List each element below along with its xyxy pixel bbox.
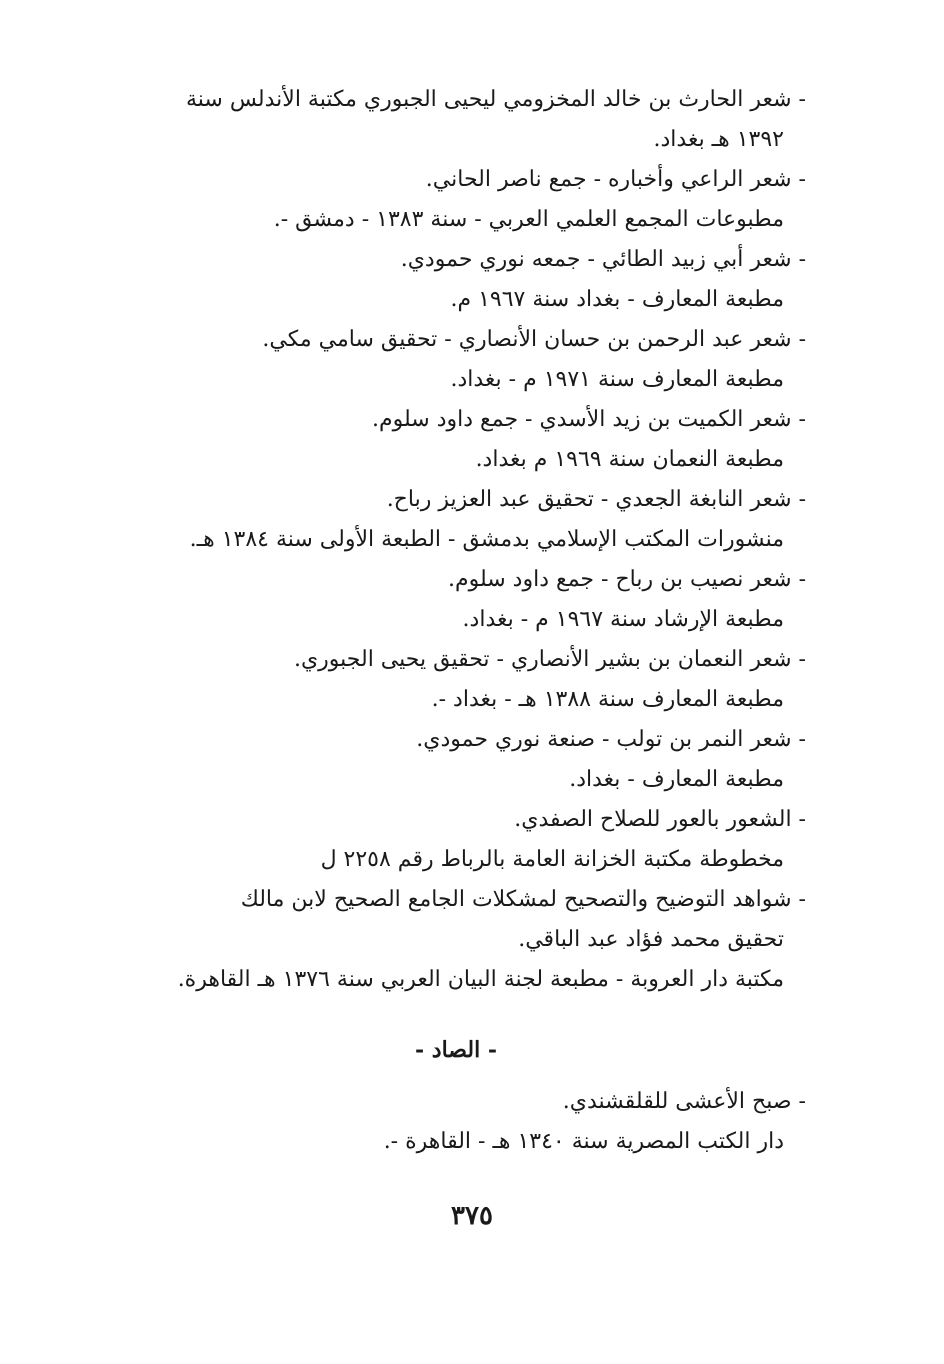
bibliography-entry bbox=[166, 160, 806, 240]
bibliography-entry bbox=[166, 480, 806, 560]
entry-title-line: - شعر الراعي وأخباره - جمع ناصر الحاني. bbox=[425, 167, 806, 192]
bibliography-entry bbox=[166, 320, 806, 400]
bibliography-entry bbox=[166, 1082, 806, 1162]
bibliography-entry bbox=[166, 560, 806, 640]
bibliography-entry bbox=[166, 640, 806, 720]
entry-detail-line: ١٣٩٢ هـ بغداد. bbox=[653, 127, 784, 152]
entry-title-line: - شعر النمر بن تولب - صنعة نوري حمودي. bbox=[416, 727, 806, 752]
entry-title-line: - شعر الكميت بن زيد الأسدي - جمع داود سلوم. bbox=[372, 407, 806, 432]
bibliography-entry bbox=[166, 240, 806, 320]
bibliography-entry bbox=[166, 880, 806, 1000]
entry-detail-line: مطبعة الإرشاد سنة ١٩٦٧ م - بغداد. bbox=[462, 607, 784, 632]
entry-detail-line: مطبعة المعارف سنة ١٩٧١ م - بغداد. bbox=[450, 367, 784, 392]
entry-detail-line: مطبوعات المجمع العلمي العربي - سنة ١٣٨٣ - دمشق -. bbox=[273, 207, 784, 232]
entry-detail-line: مطبعة المعارف - بغداد سنة ١٩٦٧ م. bbox=[450, 287, 784, 312]
entry-detail-line: دار الكتب المصرية سنة ١٣٤٠ هـ - القاهرة -. bbox=[383, 1129, 784, 1154]
bibliography-page bbox=[166, 80, 806, 1162]
entry-detail-line: مكتبة دار العروبة - مطبعة لجنة البيان العربي سنة ١٣٧٦ هـ القاهرة. bbox=[177, 967, 784, 992]
entry-detail-line: تحقيق محمد فؤاد عبد الباقي. bbox=[518, 927, 784, 952]
entry-title-line: - الشعور بالعور للصلاح الصفدي. bbox=[514, 807, 806, 832]
entry-title-line: - شعر الحارث بن خالد المخزومي ليحيى الجبوري مكتبة الأندلس سنة bbox=[186, 87, 806, 112]
entry-title-line: - شعر النعمان بن بشير الأنصاري - تحقيق يحيى الجبوري. bbox=[293, 647, 806, 672]
bibliography-entry bbox=[166, 720, 806, 800]
section-entries bbox=[166, 1082, 806, 1162]
bibliography-entry bbox=[166, 400, 806, 480]
entry-title-line: - صبح الأعشى للقلقشندي. bbox=[562, 1089, 806, 1114]
entry-detail-line: مطبعة المعارف سنة ١٣٨٨ هـ - بغداد -. bbox=[431, 687, 784, 712]
entry-title-line: - شعر أبي زبيد الطائي - جمعه نوري حمودي. bbox=[400, 247, 806, 272]
entry-title-line: - شعر النابغة الجعدي - تحقيق عبد العزيز رباح. bbox=[386, 487, 806, 512]
bibliography-entry bbox=[166, 800, 806, 880]
entry-detail-line: مطبعة المعارف - بغداد. bbox=[569, 767, 784, 792]
entry-title-line: - شعر نصيب بن رباح - جمع داود سلوم. bbox=[447, 567, 806, 592]
bibliography-entry bbox=[166, 80, 806, 160]
entry-detail-line: مطبعة النعمان سنة ١٩٦٩ م بغداد. bbox=[475, 447, 784, 472]
entry-detail-line: منشورات المكتب الإسلامي بدمشق - الطبعة الأولى سنة ١٣٨٤ هـ. bbox=[189, 527, 784, 552]
page-number: ٣٧٥ bbox=[451, 1201, 493, 1231]
entry-detail-line: مخطوطة مكتبة الخزانة العامة بالرباط رقم ٢٢٥٨ ل bbox=[320, 847, 784, 872]
section-heading: - الصاد - bbox=[415, 1037, 497, 1063]
entry-title-line: - شعر عبد الرحمن بن حسان الأنصاري - تحقيق سامي مكي. bbox=[262, 327, 806, 352]
entry-title-line: - شواهد التوضيح والتصحيح لمشكلات الجامع الصحيح لابن مالك bbox=[240, 887, 806, 912]
bibliography-entries bbox=[166, 80, 806, 1000]
